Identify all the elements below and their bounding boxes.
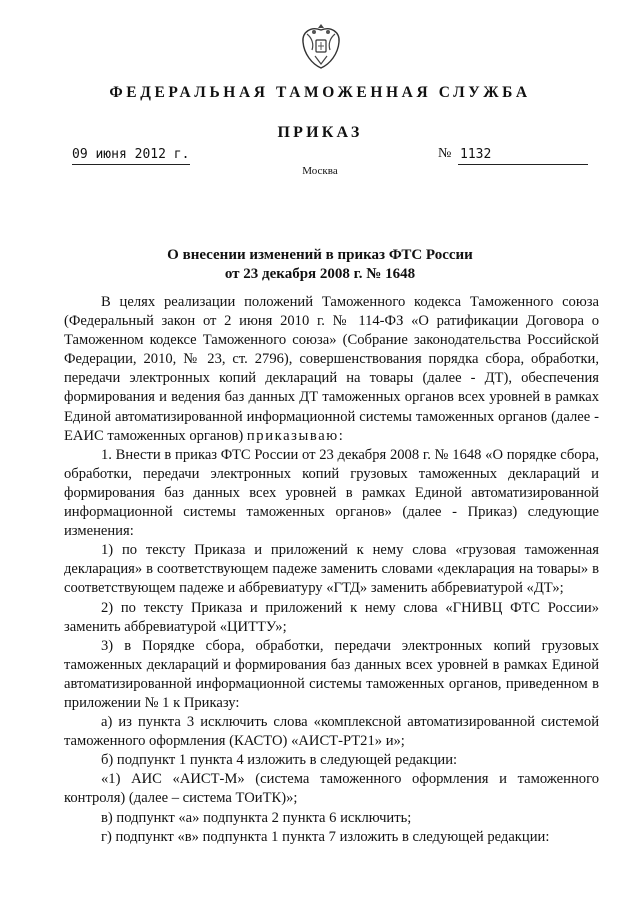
intro-paragraph xyxy=(64,293,599,446)
paragraph-1-3-a: а) из пункта 3 исключить слова «комплексной автоматизированной системой таможенного оформления (КАСТО) «АИСТ-РТ21» и»; xyxy=(64,714,599,750)
heading-line-2: от 23 декабря 2008 г. № 1648 xyxy=(224,266,416,282)
paragraph-1-1: 1) по тексту Приказа и приложений к нему слова «грузовая таможенная декларация» в соответствующем падеже заменить словами «декларация на товары» в соответствующем падеже и аббревиатуру «ГТД» заменить аббревиатурой «ДТ»; xyxy=(64,542,599,597)
city: Москва xyxy=(302,165,338,177)
heading-line-1: О внесении изменений в приказ ФТС России xyxy=(167,247,473,263)
order-word: приказываю: xyxy=(246,427,345,444)
paragraph-1-2: 2) по тексту Приказа и приложений к нему слова «ГНИВЦ ФТС России» заменить аббревиатурой «ЦИТТУ»; xyxy=(64,599,599,635)
document-heading xyxy=(0,246,640,284)
agency-name: ФЕДЕРАЛЬНАЯ ТАМОЖЕННАЯ СЛУЖБА xyxy=(109,84,531,101)
paragraph-1-3-g: г) подпункт «в» подпункта 1 пункта 7 изложить в следующей редакции: xyxy=(101,828,550,845)
paragraph-1-3-v: в) подпункт «а» подпункта 2 пункта 6 исключить; xyxy=(101,809,412,826)
paragraph-1-3-b: б) подпункт 1 пункта 4 изложить в следующей редакции: xyxy=(101,752,458,769)
document-body xyxy=(64,293,599,847)
order-number: 1132 xyxy=(458,147,588,165)
document-type: ПРИКАЗ xyxy=(277,124,363,141)
number-label: № xyxy=(438,146,452,161)
paragraph-1-3-b-quote: «1) АИС «АИСТ-М» (система таможенного оформления и таможенного контроля) (далее – система ТОиТК)»; xyxy=(64,771,599,807)
paragraph-1: 1. Внести в приказ ФТС России от 23 декабря 2008 г. № 1648 «О порядке сбора, обработки, передачи электронных копий грузовых таможенных деклараций и формирования баз данных всех уровней в рамках Единой автоматизированной информационной системы таможенных органов» (далее - Приказ) следующие изменения: xyxy=(64,446,599,540)
order-date: 09 июня 2012 г. xyxy=(72,147,190,165)
coat-of-arms-icon xyxy=(298,20,344,72)
intro-text: В целях реализации положений Таможенного кодекса Таможенного союза (Федеральный закон от 2 июня 2010 г. № 114-ФЗ «О ратификации Договора о Таможенном кодексе Таможенного союза» (Собрание законодательства Российской Федерации, 2010, № 23, ст. 2796), совершенствования порядка сбора, обработки, передачи электронных копий деклараций на товары (далее - ДТ), обеспечения формирования и ведения баз данных ДТ таможенных органов всех уровней в рамках Единой автоматизированной информационной системы таможенных органов (далее - ЕАИС таможенных органов) xyxy=(64,294,599,444)
paragraph-1-3: 3) в Порядке сбора, обработки, передачи электронных копий грузовых таможенных деклараций и формирования баз данных всех уровней в рамках Единой автоматизированной информационной системы таможенных органов, приведенном в приложении № 1 к Приказу: xyxy=(64,637,599,711)
